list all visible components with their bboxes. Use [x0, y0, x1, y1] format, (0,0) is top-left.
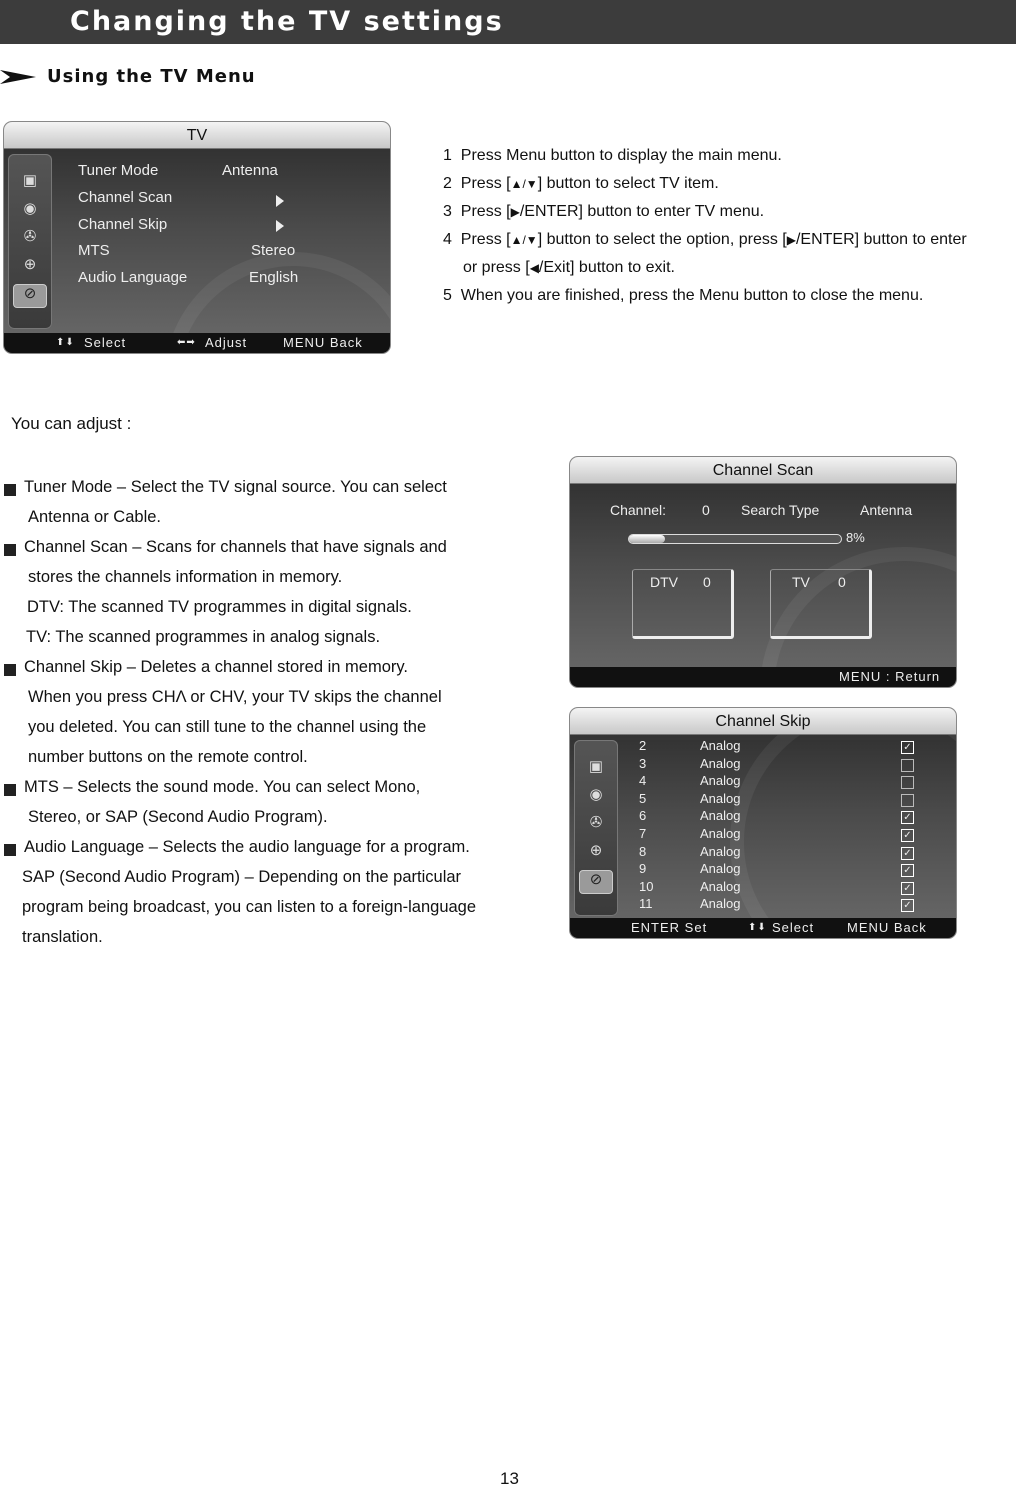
- footer-return-label: MENU : Return: [839, 669, 941, 684]
- channel-type[interactable]: Analog: [700, 755, 741, 771]
- channel-number[interactable]: 10: [639, 878, 654, 894]
- step-2: 2 Press [▲/▼] button to select TV item.: [443, 175, 719, 192]
- skip-checkbox[interactable]: ✓: [901, 882, 914, 895]
- channel-type[interactable]: Analog: [700, 773, 741, 789]
- bullet-square: [4, 844, 16, 856]
- up-down-arrows-icon: ⬆⬇: [748, 922, 767, 933]
- submenu-arrow-icon: [276, 195, 284, 207]
- channel-scan-title: Channel Scan: [570, 457, 956, 484]
- desc-line: TV: The scanned programmes in analog signals.: [26, 628, 381, 646]
- left-arrow-icon: ◀: [529, 261, 539, 275]
- channel-number[interactable]: 11: [639, 896, 653, 912]
- skip-checkbox[interactable]: [901, 759, 914, 772]
- desc-line: you deleted. You can still tune to the channel using the: [28, 718, 427, 736]
- tv-value: 0: [838, 574, 846, 590]
- skip-checkbox[interactable]: ✓: [901, 829, 914, 842]
- footer-back-label: MENU Back: [283, 335, 363, 350]
- channel-number[interactable]: 3: [639, 755, 647, 771]
- desc-line: MTS – Selects the sound mode. You can select Mono,: [24, 778, 421, 796]
- search-type-value: Antenna: [860, 502, 913, 518]
- channel-number[interactable]: 8: [639, 843, 647, 859]
- desc-line: number buttons on the remote control.: [28, 748, 308, 766]
- channel-type[interactable]: Analog: [700, 878, 741, 894]
- tv-menu-title: TV: [4, 122, 390, 149]
- footer-select-label: Select: [84, 335, 127, 350]
- menu-icon-column: [8, 154, 52, 329]
- menu-value-audio-language[interactable]: English: [249, 269, 299, 286]
- channel-value: 0: [702, 502, 710, 518]
- section-title: Using the TV Menu: [47, 66, 256, 87]
- channel-number[interactable]: 5: [639, 790, 647, 806]
- footer-set-label: ENTER Set: [631, 920, 708, 935]
- scan-progress-fill: [629, 535, 665, 543]
- channel-type[interactable]: Analog: [700, 826, 741, 841]
- footer-back-label: MENU Back: [847, 920, 927, 935]
- channel-label: Channel:: [610, 502, 667, 518]
- desc-line: program being broadcast, you can listen to a foreign-language: [22, 898, 477, 916]
- desc-line: Tuner Mode – Select the TV signal source. You can select: [24, 478, 447, 496]
- dtv-label: DTV: [650, 574, 678, 590]
- bullet-square: [4, 664, 16, 676]
- search-type-label: Search Type: [741, 502, 820, 518]
- skip-checkbox[interactable]: ✓: [901, 741, 914, 754]
- channel-type[interactable]: Analog: [700, 843, 741, 859]
- lock-icon[interactable]: ⊕: [23, 256, 37, 273]
- channel-skip-title: Channel Skip: [570, 708, 956, 735]
- bullet-square: [4, 784, 16, 796]
- step-5: 5 When you are finished, press the Menu button to close the menu.: [443, 287, 924, 304]
- channel-skip-footer: [570, 918, 956, 938]
- dtv-value: 0: [703, 574, 711, 590]
- desc-line: Audio Language – Selects the audio language for a program.: [24, 838, 470, 856]
- step-4: 4 Press [▲/▼] button to select the option, press [▶/ENTER] button to enter: [443, 231, 967, 248]
- desc-line: SAP (Second Audio Program) – Depending on the particular: [22, 868, 462, 886]
- desc-line: Stereo, or SAP (Second Audio Program).: [28, 808, 328, 826]
- channel-number[interactable]: 6: [639, 808, 647, 824]
- tv-menu-footer: [4, 333, 390, 353]
- step-4-continued: or press [◀/Exit] button to exit.: [463, 259, 675, 276]
- channel-number[interactable]: 4: [639, 773, 647, 789]
- skip-checkbox[interactable]: [901, 794, 914, 807]
- channel-type[interactable]: Analog: [700, 861, 741, 877]
- channel-number[interactable]: 2: [639, 738, 647, 753]
- tv-icon[interactable]: ▣: [22, 172, 38, 189]
- desc-line: Channel Scan – Scans for channels that have signals and: [24, 538, 447, 556]
- desc-line: DTV: The scanned TV programmes in digital signals.: [27, 598, 412, 616]
- right-arrow-icon: ▶: [510, 205, 520, 219]
- menu-value-tuner-mode[interactable]: Antenna: [222, 162, 278, 179]
- channel-scan-panel: [570, 457, 956, 687]
- channel-type[interactable]: Analog: [700, 896, 741, 912]
- scan-progress-text: 8%: [846, 530, 865, 545]
- scan-progress-bar: [628, 534, 842, 544]
- adjust-label: You can adjust :: [11, 414, 132, 433]
- channel-scan-footer: [570, 667, 956, 687]
- desc-line: stores the channels information in memory.: [28, 568, 343, 586]
- menu-item-audio-language[interactable]: Audio Language: [78, 269, 188, 286]
- skip-checkbox[interactable]: [901, 776, 914, 789]
- tv-label: TV: [792, 574, 810, 590]
- footer-select-label: Select: [772, 920, 815, 935]
- menu-item-channel-skip[interactable]: Channel Skip: [78, 216, 168, 233]
- menu-value-mts[interactable]: Stereo: [251, 242, 296, 259]
- right-arrow-icon: ▶: [786, 233, 796, 247]
- header-bar: [0, 0, 1016, 44]
- channel-type[interactable]: Analog: [700, 808, 741, 824]
- step-3: 3 Press [▶/ENTER] button to enter TV menu.: [443, 203, 765, 220]
- bullet-square: [4, 484, 16, 496]
- channel-skip-panel: [570, 708, 956, 938]
- skip-checkbox[interactable]: ✓: [901, 847, 914, 860]
- page-title: Changing the TV settings: [70, 6, 504, 37]
- desc-line: translation.: [22, 928, 103, 946]
- up-down-icon: ▲/▼: [510, 177, 538, 191]
- bullet-square: [4, 544, 16, 556]
- submenu-arrow-icon: [276, 220, 284, 232]
- channel-type[interactable]: Analog: [700, 790, 741, 806]
- setup-tools-icon[interactable]: ✇: [23, 228, 37, 245]
- desc-line: Channel Skip – Deletes a channel stored in memory.: [24, 658, 408, 676]
- tv-icon[interactable]: ▣: [588, 758, 604, 775]
- setup-tools-icon[interactable]: ✇: [589, 814, 603, 831]
- desc-line: Antenna or Cable.: [28, 508, 162, 526]
- up-down-icon: ▲/▼: [510, 233, 538, 247]
- menu-item-mts[interactable]: MTS: [78, 242, 110, 259]
- menu-item-channel-scan[interactable]: Channel Scan: [78, 189, 173, 206]
- desc-line: When you press CHΛ or CHV, your TV skips the channel: [28, 688, 442, 706]
- step-1: 1 Press Menu button to display the main menu.: [443, 147, 782, 164]
- channel-number[interactable]: 7: [639, 826, 647, 841]
- tv-count-box: [770, 569, 872, 639]
- page-number: 13: [500, 1469, 519, 1488]
- channel-type[interactable]: Analog: [700, 738, 741, 753]
- footer-adjust-label: Adjust: [205, 335, 248, 350]
- sound-icon[interactable]: ◉: [23, 200, 37, 217]
- channel-icon[interactable]: ⊘: [13, 284, 47, 308]
- sound-icon[interactable]: ◉: [589, 786, 603, 803]
- up-down-arrows-icon: ⬆⬇: [56, 337, 75, 348]
- skip-checkbox[interactable]: ✓: [901, 864, 914, 877]
- channel-number[interactable]: 9: [639, 861, 647, 877]
- skip-checkbox[interactable]: ✓: [901, 811, 914, 824]
- left-right-arrows-icon: ⬅➡: [177, 337, 196, 348]
- skip-checkbox[interactable]: ✓: [901, 899, 914, 912]
- arrow-icon: [0, 66, 40, 88]
- menu-item-tuner-mode[interactable]: Tuner Mode: [78, 162, 159, 179]
- dtv-count-box: [632, 569, 734, 639]
- channel-icon[interactable]: ⊘: [579, 870, 613, 894]
- lock-icon[interactable]: ⊕: [589, 842, 603, 859]
- tv-menu-panel: [4, 122, 390, 353]
- menu-icon-column: [574, 740, 618, 916]
